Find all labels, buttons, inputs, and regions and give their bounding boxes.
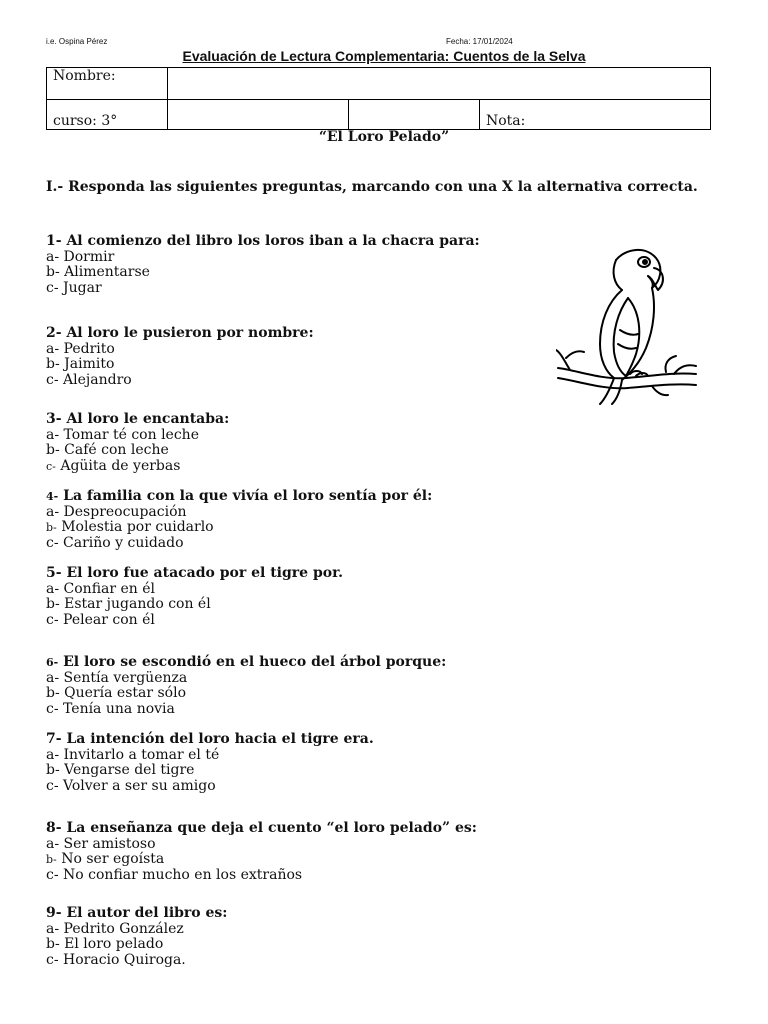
option-b[interactable]: b- Molestia por cuidarlo bbox=[46, 519, 214, 535]
option-c[interactable]: c- Alejandro bbox=[46, 371, 132, 388]
question-6 bbox=[46, 655, 446, 717]
course-field[interactable] bbox=[168, 100, 349, 130]
option-a[interactable]: a- Despreocupación bbox=[46, 503, 187, 520]
option-b[interactable]: b- Vengarse del tigre bbox=[46, 762, 195, 778]
option-c[interactable]: c- Jugar bbox=[46, 279, 102, 296]
option-b[interactable]: b- Estar jugando con él bbox=[46, 596, 211, 612]
question-7 bbox=[46, 732, 374, 794]
school-name: i.e. Ospina Pérez bbox=[46, 37, 108, 46]
exam-date: Fecha: 17/01/2024 bbox=[446, 37, 513, 46]
name-label: Nombre: bbox=[47, 68, 168, 100]
option-c[interactable]: c- Tenía una novia bbox=[46, 700, 175, 717]
question-stem: 1- Al comienzo del libro los loros iban a la chacra para: bbox=[46, 233, 480, 249]
option-c[interactable]: c- Horacio Quiroga. bbox=[46, 951, 186, 968]
option-a[interactable]: a- Tomar té con leche bbox=[46, 426, 199, 443]
question-2 bbox=[46, 326, 314, 388]
question-1 bbox=[46, 234, 516, 296]
question-stem: 4- La familia con la que vivía el loro sentía por él: bbox=[46, 488, 433, 504]
option-b[interactable]: b- Alimentarse bbox=[46, 264, 150, 280]
question-stem: 8- La enseñanza que deja el cuento “el loro pelado” es: bbox=[46, 820, 477, 836]
question-stem: 3- Al loro le encantaba: bbox=[46, 411, 230, 427]
question-stem: 9- El autor del libro es: bbox=[46, 905, 228, 921]
option-b[interactable]: b- El loro pelado bbox=[46, 936, 164, 952]
parrot-icon bbox=[556, 240, 698, 405]
student-info-table bbox=[46, 67, 711, 130]
option-a[interactable]: a- Ser amistoso bbox=[46, 835, 156, 852]
name-field[interactable] bbox=[168, 68, 711, 100]
option-a[interactable]: a- Pedrito bbox=[46, 340, 115, 357]
option-a[interactable]: a- Invitarlo a tomar el té bbox=[46, 746, 220, 763]
option-b[interactable]: b- Café con leche bbox=[46, 442, 169, 458]
option-a[interactable]: a- Confiar en él bbox=[46, 580, 156, 597]
option-c[interactable]: c- Pelear con él bbox=[46, 611, 155, 628]
option-c[interactable]: c- Cariño y cuidado bbox=[46, 534, 184, 551]
blank-field[interactable] bbox=[349, 100, 480, 130]
option-b[interactable]: b- Quería estar sólo bbox=[46, 685, 187, 701]
option-b[interactable]: b- No ser egoísta bbox=[46, 851, 165, 867]
option-b[interactable]: b- Jaimito bbox=[46, 356, 115, 372]
question-stem: 7- La intención del loro hacia el tigre era. bbox=[46, 731, 374, 747]
story-title: “El Loro Pelado” bbox=[318, 129, 450, 145]
question-9 bbox=[46, 906, 227, 968]
option-a[interactable]: a- Pedrito González bbox=[46, 920, 184, 937]
option-a[interactable]: a- Dormir bbox=[46, 248, 115, 265]
option-c[interactable]: c- Agüita de yerbas bbox=[46, 457, 181, 474]
question-8 bbox=[46, 821, 477, 883]
question-stem: 2- Al loro le pusieron por nombre: bbox=[46, 325, 314, 341]
option-c[interactable]: c- Volver a ser su amigo bbox=[46, 777, 216, 794]
page-title: Evaluación de Lectura Complementaria: Cuentos de la Selva bbox=[182, 48, 586, 64]
question-3 bbox=[46, 412, 229, 474]
question-stem: 5- El loro fue atacado por el tigre por. bbox=[46, 565, 344, 581]
question-5 bbox=[46, 566, 343, 628]
course-label: curso: 3° bbox=[47, 100, 168, 130]
option-c[interactable]: c- No confiar mucho en los extraños bbox=[46, 866, 303, 883]
instructions: I.- Responda las siguientes preguntas, marcando con una X la alternativa correcta. bbox=[46, 179, 698, 195]
grade-label: Nota: bbox=[480, 100, 711, 130]
question-4 bbox=[46, 489, 432, 551]
option-a[interactable]: a- Sentía vergüenza bbox=[46, 669, 188, 686]
question-stem: 6- El loro se escondió en el hueco del árbol porque: bbox=[46, 654, 447, 670]
